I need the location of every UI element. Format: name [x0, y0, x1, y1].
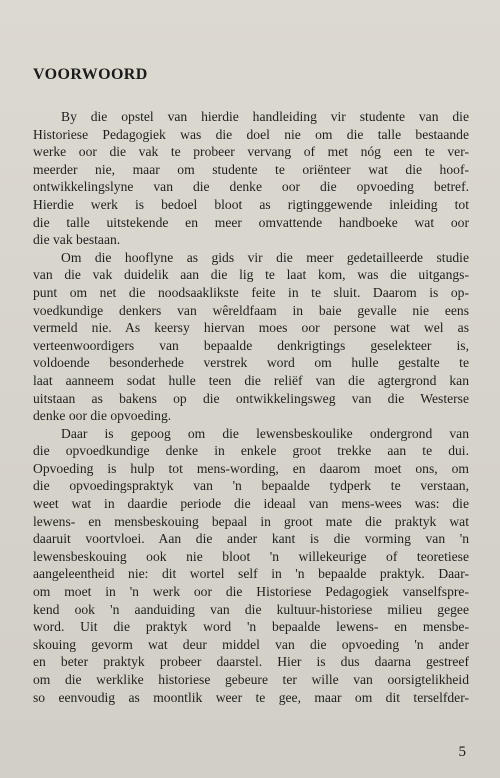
text-line: ontwikkelingslyne van die denke oor die opvoeding betref. — [33, 179, 469, 195]
text-line: die vak bestaan. — [33, 232, 121, 248]
text-line: vermeld nie. As keersy hiervan moes oor persone wat wel as — [33, 320, 469, 336]
page-number: 5 — [458, 744, 466, 760]
text-line: van die vak duidelik aan die lig te laat kom, was die uitgangs- — [33, 267, 469, 283]
text-line: aangeleentheid nie: dit wortel self in 'n bepaalde praktyk. Daar- — [33, 566, 469, 582]
body-text — [33, 108, 469, 706]
text-line: die opvoedkundige denke in enkele groot trekke aan te dui. — [33, 443, 469, 459]
text-line: voedkundige denkers van wêreldfaam in baie gevalle nie eens — [33, 302, 469, 318]
text-line: weet wat in daardie periode die ideaal van mens-wees was: die — [33, 496, 469, 512]
text-line: laat aanneem sodat hulle teen die reliëf van die agtergrond kan — [33, 372, 469, 388]
text-line: lewens- en mensbeskouing bepaal in groot mate die praktyk wat — [33, 513, 469, 529]
text-line: lewensbeskouing ook nie bloot 'n willekeurige of teoretiese — [33, 548, 469, 564]
text-line: en beter praktyk probeer daarstel. Hier is dus daarna gestreef — [33, 654, 469, 670]
text-line: Hierdie werk is bedoel bloot as rigtinggewende inleiding tot — [33, 196, 469, 212]
text-line: Daar is gepoog om die lewensbeskoulike ondergrond van — [61, 425, 469, 441]
text-line: uitstaan as bakens op die ontwikkelingsweg van die Westerse — [33, 390, 469, 406]
text-line: so eenvoudig as moontlik weer te gee, maar om dit terselfder- — [33, 689, 469, 705]
text-line: denke oor die opvoeding. — [33, 408, 172, 424]
text-line: Opvoeding is hulp tot mens-wording, en daarom moet ons, om — [33, 460, 469, 476]
text-line: meerder nie, maar om studente te oriënteer wat die hoof- — [33, 161, 469, 177]
text-line: daaruit voortvloei. Aan die ander kant is die vorming van 'n — [33, 531, 469, 547]
chapter-heading: VOORWOORD — [33, 66, 148, 83]
text-line: verteenwoordigers van bepaalde denkrigtings geselekteer is, — [33, 337, 469, 353]
text-line: die talle uitstekende en meer omvattende handboeke wat oor — [33, 214, 469, 230]
text-line: word. Uit die praktyk word 'n bepaalde lewens- en mensbe- — [33, 619, 469, 635]
text-line: om moet in 'n werk oor die Historiese Pedagogiek vanselfspre- — [33, 584, 469, 600]
text-line: werke oor die vak te probeer vervang of met nóg een te ver- — [33, 144, 469, 160]
paragraph-2 — [33, 249, 469, 425]
text-line: voldoende besonderhede verstrek word om hulle gestalte te — [33, 355, 469, 371]
text-line: Historiese Pedagogiek was die doel nie om die talle bestaande — [33, 126, 469, 142]
paragraph-3 — [33, 425, 469, 707]
text-line: die opvoedingspraktyk van 'n bepaalde tydperk te verstaan, — [33, 478, 469, 494]
text-line: skouing gevorm wat deur middel van die opvoeding 'n ander — [33, 636, 469, 652]
text-line: Om die hooflyne as gids vir die meer gedetailleerde studie — [61, 249, 469, 265]
text-line: kend ook 'n aanduiding van die kultuur-historiese milieu gegee — [33, 601, 469, 617]
paragraph-1 — [33, 108, 469, 249]
text-line: punt om net die noodsaaklikste feite in te sluit. Daarom is op- — [33, 284, 469, 300]
text-line: om die werklike historiese gebeure ter wille van oorsigtelikheid — [33, 672, 469, 687]
text-line: By die opstel van hierdie handleiding vir studente van die — [61, 109, 469, 124]
